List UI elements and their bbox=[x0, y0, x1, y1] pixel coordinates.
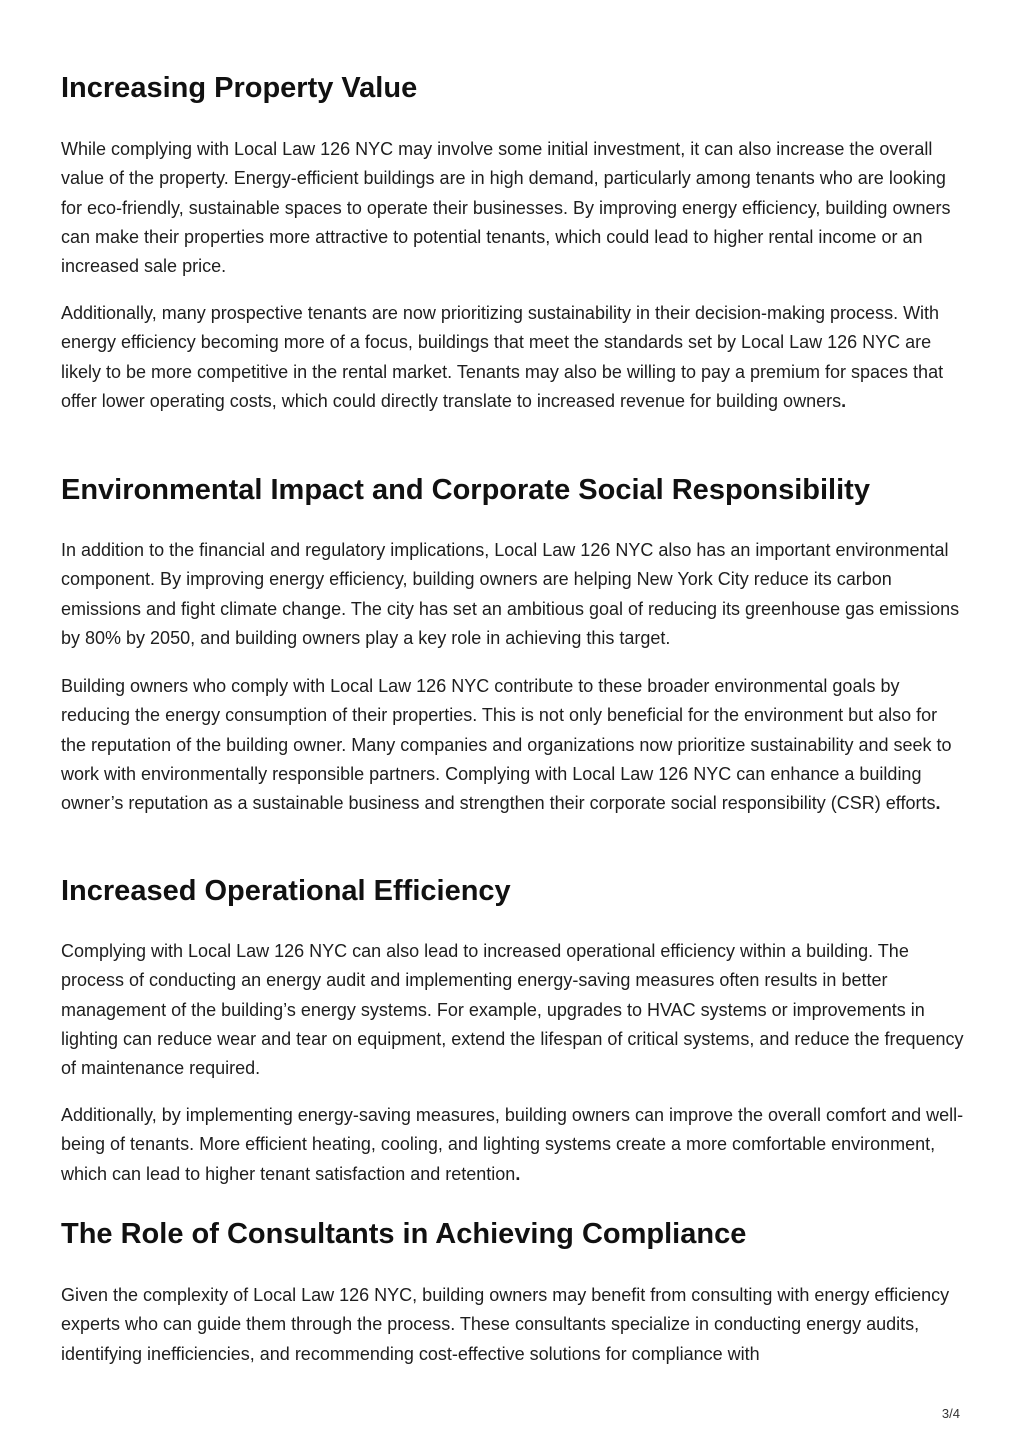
paragraph-end-punctuation: . bbox=[841, 390, 847, 411]
paragraph bbox=[61, 536, 966, 653]
paragraph-text: Building owners who comply with Local Law 126 NYC contribute to these broader environmental goals by reducing the energy consumption of their properties. This is not only beneficial for the environment but also for the reputation of the building owner. Many companies and organizations now prioritize sustainability and seek to work with environmentally responsible partners. Complying with Local Law 126 NYC can enhance a building owner’s reputation as a sustainable business and strengthen their corporate social responsibility (CSR) efforts bbox=[61, 676, 952, 814]
paragraph bbox=[61, 672, 966, 818]
paragraph-text: In addition to the financial and regulatory implications, Local Law 126 NYC also has an important environmental component. By improving energy efficiency, building owners are helping New York City reduce its carbon emissions and fight climate change. The city has set an ambitious goal of reducing its greenhouse gas emissions by 80% by 2050, and building owners play a key role in achieving this target. bbox=[61, 540, 960, 648]
paragraph bbox=[61, 299, 966, 416]
paragraph-text: While complying with Local Law 126 NYC may involve some initial investment, it can also increase the overall value of the property. Energy-efficient buildings are in high demand, particularly among tenants who are looking for eco-friendly, sustainable spaces to operate their businesses. By improving energy efficiency, building owners can make their properties more attractive to potential tenants, which could lead to higher rental income or an increased sale price. bbox=[61, 139, 951, 277]
paragraph bbox=[61, 937, 966, 1083]
section-heading-increasing-property-value: Increasing Property Value bbox=[61, 72, 418, 104]
paragraph-end-punctuation: . bbox=[935, 793, 941, 814]
paragraph-end-punctuation: . bbox=[515, 1163, 521, 1184]
paragraph bbox=[61, 135, 966, 281]
section-heading-environmental-impact: Environmental Impact and Corporate Social Responsibility bbox=[61, 474, 870, 506]
section-heading-operational-efficiency: Increased Operational Efficiency bbox=[61, 875, 511, 907]
section-heading-role-of-consultants: The Role of Consultants in Achieving Compliance bbox=[61, 1218, 747, 1250]
paragraph-text: Additionally, many prospective tenants are now prioritizing sustainability in their decision-making process. With energy efficiency becoming more of a focus, buildings that meet the standards set by Local Law 126 NYC are likely to be more competitive in the rental market. Tenants may also be willing to pay a premium for spaces that offer lower operating costs, which could directly translate to increased revenue for building owners bbox=[61, 303, 944, 411]
paragraph bbox=[61, 1281, 966, 1369]
paragraph-text: Additionally, by implementing energy-saving measures, building owners can improve the overall comfort and well-being of tenants. More efficient heating, cooling, and lighting systems create a more comfortable environment, which can lead to higher tenant satisfaction and retention bbox=[61, 1105, 964, 1184]
paragraph-text: Complying with Local Law 126 NYC can also lead to increased operational efficiency within a building. The process of conducting an energy audit and implementing energy-saving measures often results in better management of the building’s energy systems. For example, upgrades to HVAC systems or improvements in lighting can reduce wear and tear on equipment, extend the lifespan of critical systems, and reduce the frequency of maintenance required. bbox=[61, 941, 964, 1079]
paragraph bbox=[61, 1101, 966, 1189]
paragraph-text: Given the complexity of Local Law 126 NYC, building owners may benefit from consulting with energy efficiency experts who can guide them through the process. These consultants specialize in conducting energy audits, identifying inefficiencies, and recommending cost-effective solutions for compliance with bbox=[61, 1285, 950, 1364]
page-number: 3/4 bbox=[941, 1406, 960, 1421]
